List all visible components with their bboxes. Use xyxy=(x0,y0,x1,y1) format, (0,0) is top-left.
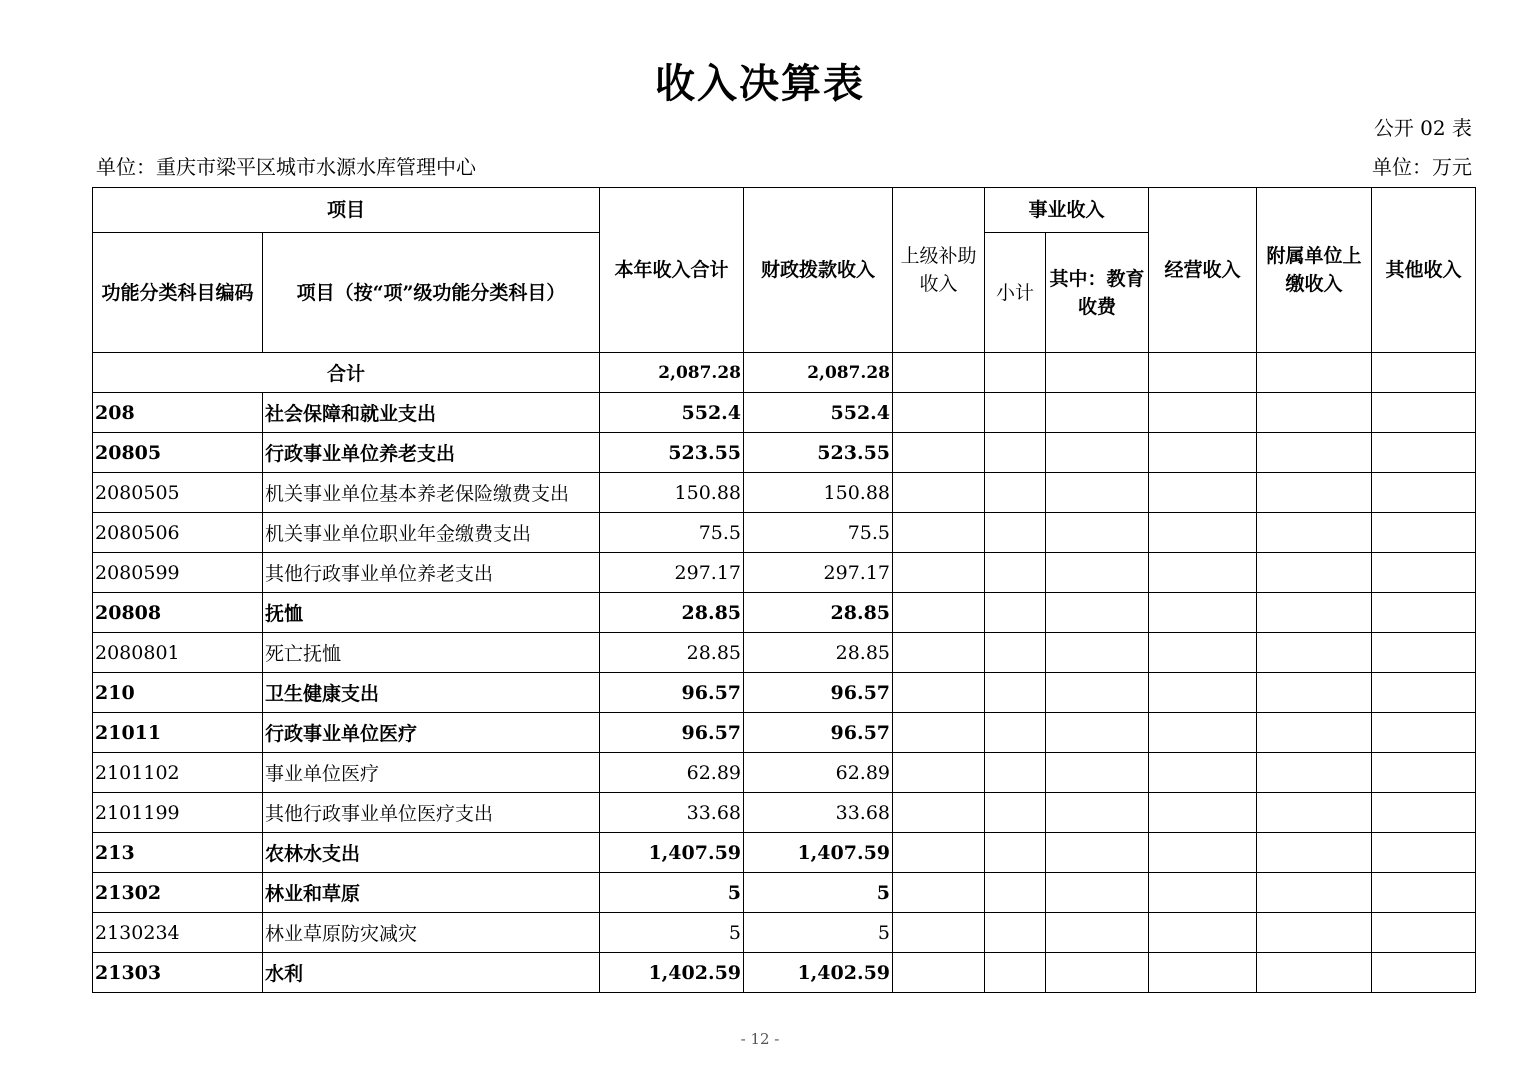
header-operating: 经营收入 xyxy=(1149,188,1257,353)
header-affiliated: 附属单位上缴收入 xyxy=(1257,188,1372,353)
row-name: 社会保障和就业支出 xyxy=(263,393,600,433)
row-fiscal: 28.85 xyxy=(744,593,893,633)
income-table xyxy=(92,187,1476,993)
row-fiscal: 33.68 xyxy=(744,793,893,833)
row-name: 事业单位医疗 xyxy=(263,753,600,793)
empty-cell xyxy=(1372,513,1476,553)
row-fiscal: 28.85 xyxy=(744,633,893,673)
empty-cell xyxy=(985,473,1046,513)
empty-cell xyxy=(1149,473,1257,513)
empty-cell xyxy=(1372,633,1476,673)
empty-cell xyxy=(893,593,985,633)
row-code: 208 xyxy=(93,393,263,433)
total-row xyxy=(93,353,1476,393)
row-name: 抚恤 xyxy=(263,593,600,633)
row-total: 75.5 xyxy=(600,513,744,553)
row-total: 96.57 xyxy=(600,673,744,713)
row-fiscal: 62.89 xyxy=(744,753,893,793)
empty-cell xyxy=(1372,593,1476,633)
empty-cell xyxy=(1257,433,1372,473)
empty-cell xyxy=(1372,393,1476,433)
row-fiscal: 5 xyxy=(744,873,893,913)
row-code: 2080801 xyxy=(93,633,263,673)
row-code: 2101102 xyxy=(93,753,263,793)
row-name: 机关事业单位职业年金缴费支出 xyxy=(263,513,600,553)
empty-cell xyxy=(1372,913,1476,953)
total-label: 合计 xyxy=(93,353,600,393)
empty-cell xyxy=(985,553,1046,593)
row-total: 33.68 xyxy=(600,793,744,833)
row-fiscal: 75.5 xyxy=(744,513,893,553)
empty-cell xyxy=(893,873,985,913)
row-fiscal: 297.17 xyxy=(744,553,893,593)
money-unit: 单位：万元 xyxy=(1372,155,1472,179)
empty-cell xyxy=(1257,513,1372,553)
row-code: 2080599 xyxy=(93,553,263,593)
empty-cell xyxy=(1372,873,1476,913)
header-business: 事业收入 xyxy=(985,188,1149,233)
empty-cell xyxy=(985,873,1046,913)
row-name: 水利 xyxy=(263,953,600,993)
empty-cell xyxy=(1149,913,1257,953)
total-row-fiscal: 2,087.28 xyxy=(744,353,893,393)
empty-cell xyxy=(985,753,1046,793)
row-fiscal: 523.55 xyxy=(744,433,893,473)
header-subtotal: 小计 xyxy=(985,233,1046,353)
empty-cell xyxy=(893,833,985,873)
row-total: 96.57 xyxy=(600,713,744,753)
empty-cell xyxy=(893,393,985,433)
header-other: 其他收入 xyxy=(1372,188,1476,353)
row-code: 20808 xyxy=(93,593,263,633)
row-fiscal: 1,407.59 xyxy=(744,833,893,873)
empty-cell xyxy=(893,713,985,753)
empty-cell xyxy=(1149,953,1257,993)
row-name: 卫生健康支出 xyxy=(263,673,600,713)
row-total: 552.4 xyxy=(600,393,744,433)
empty-cell xyxy=(1149,593,1257,633)
table-row xyxy=(93,953,1476,993)
table-row xyxy=(93,593,1476,633)
table-row xyxy=(93,913,1476,953)
row-fiscal: 1,402.59 xyxy=(744,953,893,993)
empty-cell xyxy=(985,953,1046,993)
empty-cell xyxy=(1372,953,1476,993)
row-total: 297.17 xyxy=(600,553,744,593)
row-total: 150.88 xyxy=(600,473,744,513)
empty-cell xyxy=(893,913,985,953)
empty-cell xyxy=(1046,953,1149,993)
empty-cell xyxy=(1149,513,1257,553)
empty-cell xyxy=(893,673,985,713)
table-number: 公开 02 表 xyxy=(1373,116,1472,140)
empty-cell xyxy=(1149,433,1257,473)
row-code: 21302 xyxy=(93,873,263,913)
empty-cell xyxy=(1046,873,1149,913)
empty-cell xyxy=(1257,593,1372,633)
row-name: 林业草原防灾减灾 xyxy=(263,913,600,953)
row-total: 62.89 xyxy=(600,753,744,793)
row-total: 5 xyxy=(600,873,744,913)
empty-cell xyxy=(1257,913,1372,953)
empty-cell xyxy=(1372,713,1476,753)
empty-cell xyxy=(1257,833,1372,873)
table-row xyxy=(93,873,1476,913)
empty-cell xyxy=(985,593,1046,633)
empty-cell xyxy=(1046,753,1149,793)
header-item: 项目 xyxy=(93,188,600,233)
empty-cell xyxy=(1372,753,1476,793)
table-row xyxy=(93,713,1476,753)
row-code: 2080506 xyxy=(93,513,263,553)
empty-cell xyxy=(1046,673,1149,713)
row-code: 2101199 xyxy=(93,793,263,833)
row-name: 其他行政事业单位养老支出 xyxy=(263,553,600,593)
page-number: - 12 - xyxy=(740,1030,780,1048)
empty-cell xyxy=(985,393,1046,433)
empty-cell xyxy=(893,793,985,833)
table-row xyxy=(93,633,1476,673)
empty-cell xyxy=(1149,713,1257,753)
empty-cell xyxy=(1149,393,1257,433)
empty-cell xyxy=(1372,433,1476,473)
table-row xyxy=(93,753,1476,793)
empty-cell xyxy=(985,513,1046,553)
empty-cell xyxy=(893,633,985,673)
row-code: 21011 xyxy=(93,713,263,753)
header-education: 其中：教育收费 xyxy=(1046,233,1149,353)
page-title: 收入决算表 xyxy=(655,60,865,107)
total-row-total: 2,087.28 xyxy=(600,353,744,393)
row-fiscal: 96.57 xyxy=(744,713,893,753)
empty-cell xyxy=(1257,713,1372,753)
empty-cell xyxy=(1257,553,1372,593)
empty-cell xyxy=(1372,673,1476,713)
empty-cell xyxy=(1257,633,1372,673)
table-row xyxy=(93,433,1476,473)
empty-cell xyxy=(985,833,1046,873)
row-name: 农林水支出 xyxy=(263,833,600,873)
row-fiscal: 150.88 xyxy=(744,473,893,513)
row-fiscal: 5 xyxy=(744,913,893,953)
empty-cell xyxy=(1046,593,1149,633)
empty-cell xyxy=(1257,753,1372,793)
empty-cell xyxy=(1257,873,1372,913)
table-row xyxy=(93,673,1476,713)
empty-cell xyxy=(1257,953,1372,993)
table-row xyxy=(93,473,1476,513)
header-name: 项目（按“项”级功能分类科目） xyxy=(263,233,600,353)
row-name: 死亡抚恤 xyxy=(263,633,600,673)
empty-cell xyxy=(1149,793,1257,833)
empty-cell xyxy=(1046,553,1149,593)
empty-cell xyxy=(1046,633,1149,673)
header-total: 本年收入合计 xyxy=(600,188,744,353)
row-code: 210 xyxy=(93,673,263,713)
empty-cell xyxy=(1372,793,1476,833)
row-name: 林业和草原 xyxy=(263,873,600,913)
header-superior: 上级补助收入 xyxy=(893,188,985,353)
row-code: 2080505 xyxy=(93,473,263,513)
empty-cell xyxy=(893,473,985,513)
empty-cell xyxy=(1149,673,1257,713)
row-name: 行政事业单位养老支出 xyxy=(263,433,600,473)
empty-cell xyxy=(1046,793,1149,833)
empty-cell xyxy=(1046,393,1149,433)
empty-cell xyxy=(893,433,985,473)
row-code: 213 xyxy=(93,833,263,873)
empty-cell xyxy=(1149,873,1257,913)
empty-cell xyxy=(1149,753,1257,793)
row-code: 21303 xyxy=(93,953,263,993)
empty-cell xyxy=(985,913,1046,953)
empty-cell xyxy=(1046,713,1149,753)
header-code: 功能分类科目编码 xyxy=(93,233,263,353)
row-total: 1,407.59 xyxy=(600,833,744,873)
empty-cell xyxy=(1257,393,1372,433)
empty-cell xyxy=(1046,473,1149,513)
empty-cell xyxy=(985,793,1046,833)
empty-cell xyxy=(893,953,985,993)
empty-cell xyxy=(1149,633,1257,673)
row-fiscal: 96.57 xyxy=(744,673,893,713)
row-total: 5 xyxy=(600,913,744,953)
empty-cell xyxy=(1046,833,1149,873)
empty-cell xyxy=(1046,433,1149,473)
organization-unit: 单位：重庆市梁平区城市水源水库管理中心 xyxy=(96,155,476,179)
table-row xyxy=(93,513,1476,553)
empty-cell xyxy=(1257,673,1372,713)
row-code: 2130234 xyxy=(93,913,263,953)
empty-cell xyxy=(1046,913,1149,953)
row-name: 机关事业单位基本养老保险缴费支出 xyxy=(263,473,600,513)
table-row xyxy=(93,793,1476,833)
empty-cell xyxy=(1257,473,1372,513)
empty-cell xyxy=(1046,513,1149,553)
table-row xyxy=(93,833,1476,873)
row-total: 523.55 xyxy=(600,433,744,473)
row-name: 其他行政事业单位医疗支出 xyxy=(263,793,600,833)
table-row xyxy=(93,393,1476,433)
empty-cell xyxy=(1372,833,1476,873)
row-total: 1,402.59 xyxy=(600,953,744,993)
empty-cell xyxy=(1257,793,1372,833)
row-name: 行政事业单位医疗 xyxy=(263,713,600,753)
empty-cell xyxy=(985,633,1046,673)
empty-cell xyxy=(1372,553,1476,593)
empty-cell xyxy=(985,673,1046,713)
empty-cell xyxy=(1149,833,1257,873)
empty-cell xyxy=(985,433,1046,473)
table-row xyxy=(93,553,1476,593)
empty-cell xyxy=(893,753,985,793)
empty-cell xyxy=(893,553,985,593)
row-fiscal: 552.4 xyxy=(744,393,893,433)
row-total: 28.85 xyxy=(600,593,744,633)
row-total: 28.85 xyxy=(600,633,744,673)
empty-cell xyxy=(893,513,985,553)
empty-cell xyxy=(1372,473,1476,513)
empty-cell xyxy=(1149,553,1257,593)
header-fiscal: 财政拨款收入 xyxy=(744,188,893,353)
row-code: 20805 xyxy=(93,433,263,473)
empty-cell xyxy=(985,713,1046,753)
